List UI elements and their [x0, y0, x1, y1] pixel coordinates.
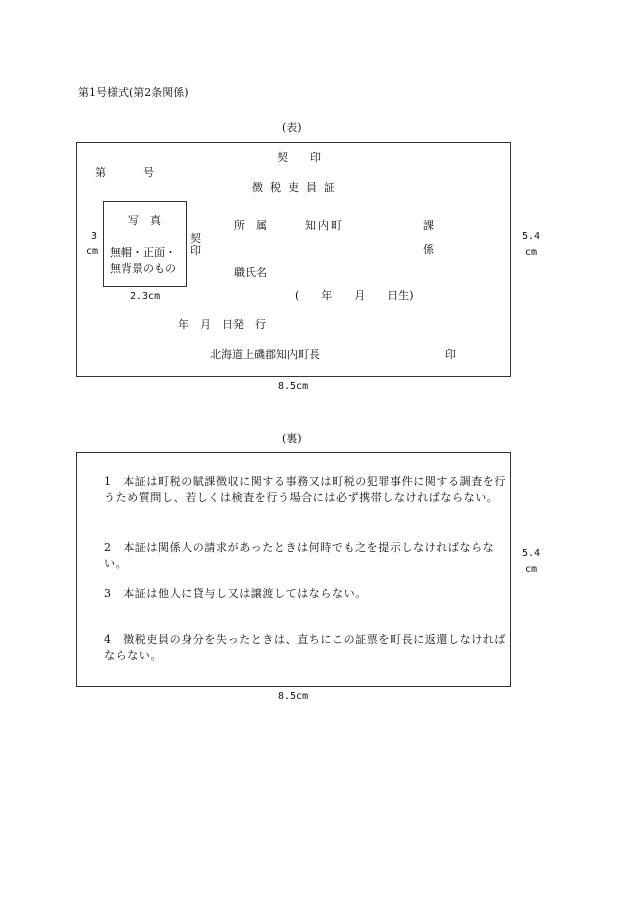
town-name: 知内町 — [305, 219, 344, 232]
photo-note-line2: 無背景のもの — [110, 262, 176, 275]
number-go: 号 — [143, 166, 154, 179]
photo-height-unit: cm — [86, 246, 99, 257]
card-title: 徴税吏員証 — [252, 181, 342, 194]
photo-note-line1: 無帽・正面・ — [110, 246, 176, 259]
form-title: 第1号様式(第2条関係) — [78, 86, 189, 99]
name-label: 職氏名 — [234, 266, 267, 279]
kei-in-lower: 印 — [190, 244, 201, 257]
front-height-value: 5.4 — [522, 231, 541, 242]
front-side-label: (表) — [282, 121, 302, 134]
number-dai: 第 — [95, 166, 106, 179]
issuer-name: 北海道上磯郡知内町長 — [210, 348, 320, 361]
back-item-1: 1 本証は町税の賦課徴収に関する事務又は町税の犯罪事件に関する調査を行うため質問し、若しくは検査を行う場合には必ず携帯しなければならない。 — [104, 475, 506, 504]
kei-in-upper: 契 — [190, 232, 201, 245]
photo-height-value: 3 — [91, 231, 98, 242]
back-item-4: 4 徴税吏員の身分を失ったときは、直ちにこの証票を町長に返還しなければならない。 — [104, 633, 506, 662]
issuer-seal: 印 — [445, 348, 456, 361]
front-height-unit: cm — [525, 247, 538, 258]
back-width-label: 8.5cm — [278, 691, 309, 702]
birthdate-line: ( 年 月 日生) — [295, 289, 414, 302]
ka-label: 課 — [423, 219, 434, 232]
back-height-unit: cm — [525, 564, 538, 575]
seal-mark: 契 印 — [277, 151, 321, 164]
front-width-label: 8.5cm — [278, 381, 309, 392]
photo-width-label: 2.3cm — [130, 291, 161, 302]
back-item-3: 3 本証は他人に貸与し又は譲渡してはならない。 — [104, 587, 367, 600]
issued-date-line: 年 月 日発 行 — [178, 318, 266, 331]
photo-caption: 写 真 — [128, 214, 161, 227]
back-item-2: 2 本証は関係人の請求があったときは何時でも之を提示しなければならない。 — [104, 541, 495, 570]
kakari-label: 係 — [423, 243, 434, 256]
back-height-value: 5.4 — [522, 548, 541, 559]
affiliation-label: 所 属 — [234, 219, 267, 232]
back-side-label: (裏) — [282, 432, 302, 445]
